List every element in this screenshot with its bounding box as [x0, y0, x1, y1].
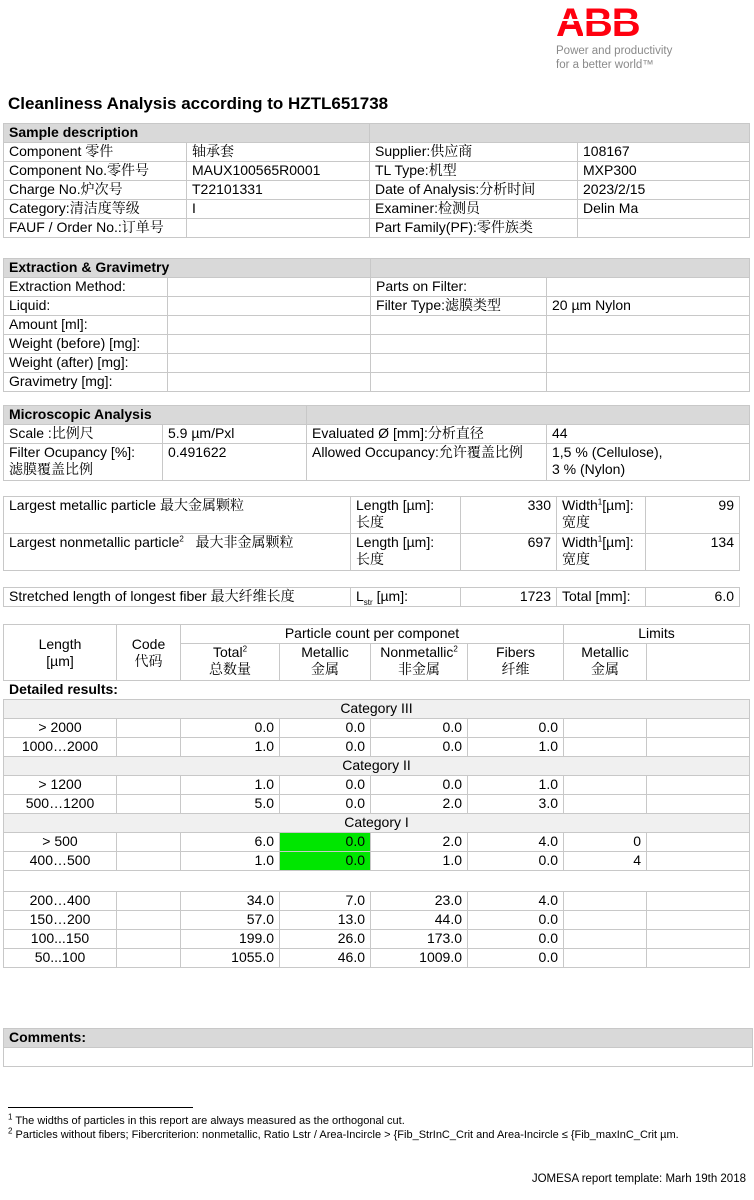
- scale-label: Scale :比例尺: [4, 425, 163, 444]
- total-cell: 34.0: [181, 892, 280, 911]
- col-fibers-cn: 纤维: [501, 661, 530, 677]
- total-label: Total [mm]:: [557, 588, 646, 607]
- tagline-line-1: Power and productivity: [556, 45, 673, 57]
- metallic-cell: 0.0: [280, 776, 371, 795]
- field-value: [168, 335, 371, 354]
- limit-extra-cell: [647, 949, 750, 968]
- limit-extra-cell: [647, 719, 750, 738]
- table-row: [4, 534, 740, 571]
- nonmetallic-cell: 0.0: [371, 738, 468, 757]
- length-cell: 1000…2000: [4, 738, 117, 757]
- length-cell: 400…500: [4, 852, 117, 871]
- field-value: 2023/2/15: [578, 181, 750, 200]
- allowed-occupancy-line-1: 1,5 % (Cellulose),: [552, 444, 663, 460]
- largest-nonmetallic-label: Largest nonmetallic particle$^2$ 最大非金属颗粒: [4, 534, 351, 571]
- nonmetallic-cell: 1.0: [371, 852, 468, 871]
- table-row: [4, 497, 740, 534]
- width-label-unit: [µm]:: [602, 497, 634, 513]
- col-nonmetallic-cn: 非金属: [398, 661, 440, 677]
- largest-particles-table: [3, 496, 740, 571]
- field-value: [547, 373, 750, 392]
- field-value: [168, 373, 371, 392]
- col-metallic-cn: 金属: [311, 661, 339, 677]
- limit-extra-cell: [647, 776, 750, 795]
- fibers-cell: 0.0: [468, 852, 564, 871]
- field-value: [168, 316, 371, 335]
- code-cell: [117, 776, 181, 795]
- table-row: [4, 738, 750, 757]
- lstr-unit: [µm]:: [372, 588, 408, 604]
- lstr-value: 1723: [461, 588, 557, 607]
- col-nonmetallic-text: Nonmetallic: [380, 644, 454, 660]
- lstr-label: [351, 588, 461, 607]
- nonmetallic-cell: 2.0: [371, 795, 468, 814]
- detailed-results-label: Detailed results:: [4, 681, 750, 700]
- fibers-cell: 3.0: [468, 795, 564, 814]
- largest-nonmetallic-cn: 最大非金属颗粒: [195, 534, 294, 550]
- table-row: [4, 949, 750, 968]
- field-label: Extraction Method:: [4, 278, 168, 297]
- total-cell: 0.0: [181, 719, 280, 738]
- report-title: Cleanliness Analysis according to HZTL651738: [8, 94, 389, 113]
- col-length-header: [4, 625, 117, 681]
- field-label: Component 零件: [4, 143, 187, 162]
- field-label: Part Family(PF):零件族类: [370, 219, 578, 238]
- lstr-letter: L: [356, 588, 364, 604]
- col-limit-metallic-text: Metallic: [581, 644, 629, 660]
- length-cell: > 1200: [4, 776, 117, 795]
- length-cell: 100...150: [4, 930, 117, 949]
- microscopic-header: Microscopic Analysis: [4, 406, 307, 425]
- length-cell: 150…200: [4, 911, 117, 930]
- limit-extra-cell: [647, 930, 750, 949]
- field-value: [547, 335, 750, 354]
- metallic-cell: 0.0: [280, 852, 371, 871]
- category-label: Category II: [4, 757, 750, 776]
- field-label: [371, 335, 547, 354]
- field-label: Parts on Filter:: [371, 278, 547, 297]
- fibers-cell: 0.0: [468, 719, 564, 738]
- total-cell: 1.0: [181, 738, 280, 757]
- comments-table: [3, 1028, 753, 1067]
- code-cell: [117, 719, 181, 738]
- table-row: [4, 588, 740, 607]
- table-row: [4, 162, 750, 181]
- field-label: Gravimetry [mg]:: [4, 373, 168, 392]
- limit-metallic-cell: [564, 795, 647, 814]
- col-limit-metallic-cn: 金属: [591, 661, 620, 677]
- col-total-header: Total$^2$ 总数量: [181, 644, 280, 681]
- template-note: JOMESA report template: Marh 19th 2018: [531, 1173, 746, 1185]
- field-label: Amount [ml]:: [4, 316, 168, 335]
- particle-count-table: [3, 624, 750, 968]
- width-label-cn: 宽度: [562, 551, 590, 567]
- col-length-unit: [µm]: [46, 652, 74, 669]
- abb-tagline: [556, 44, 672, 72]
- comments-header: Comments:: [4, 1029, 753, 1048]
- field-label: Date of Analysis:分析时间: [370, 181, 578, 200]
- tagline-line-2: for a better world™: [556, 59, 654, 71]
- col-total-text: Total: [212, 644, 243, 660]
- col-fibers-text: Fibers: [496, 644, 535, 660]
- field-label: [371, 316, 547, 335]
- col-metallic-header: [280, 644, 371, 681]
- nonmetallic-cell: 0.0: [371, 776, 468, 795]
- footnote-2-text: Particles without fibers; Fibercriterion: nonmetallic, Ratio Lstr / Area-Incircle > {Fib_StrInC_Crit and Area-Incircle ≤ {Fib_maxInC_Crit µm.: [15, 1129, 679, 1141]
- category-row: [4, 757, 750, 776]
- field-label: Examiner:检测员: [370, 200, 578, 219]
- code-cell: [117, 892, 181, 911]
- col-fibers-header: [468, 644, 564, 681]
- table-row: [4, 852, 750, 871]
- field-value: I: [187, 200, 370, 219]
- length-cell: 500…1200: [4, 795, 117, 814]
- length-label: [351, 497, 461, 534]
- metallic-cell: 26.0: [280, 930, 371, 949]
- comments-body: [4, 1048, 753, 1067]
- field-label: TL Type:机型: [370, 162, 578, 181]
- limit-metallic-cell: [564, 776, 647, 795]
- col-code-header: [117, 625, 181, 681]
- field-label: FAUF / Order No.:订单号: [4, 219, 187, 238]
- length-cell: > 500: [4, 833, 117, 852]
- filter-occupancy-label: [4, 444, 163, 481]
- length-cell: 200…400: [4, 892, 117, 911]
- code-cell: [117, 738, 181, 757]
- table-row: [4, 316, 750, 335]
- fibers-cell: 4.0: [468, 892, 564, 911]
- nonmetallic-cell: 44.0: [371, 911, 468, 930]
- width-label: Width$^1$[µm]: 宽度: [557, 497, 646, 534]
- nonmetallic-cell: 2.0: [371, 833, 468, 852]
- metallic-cell: 0.0: [280, 719, 371, 738]
- longest-fiber-label: Stretched length of longest fiber 最大纤维长度: [4, 588, 351, 607]
- limits-group-header: Limits: [564, 625, 750, 644]
- category-row: [4, 871, 750, 892]
- fibers-cell: 1.0: [468, 738, 564, 757]
- table-row: [4, 181, 750, 200]
- col-metallic-text: Metallic: [301, 644, 349, 660]
- field-value: [168, 354, 371, 373]
- total-cell: 5.0: [181, 795, 280, 814]
- fibers-cell: 0.0: [468, 911, 564, 930]
- field-value: [547, 316, 750, 335]
- scale-value: 5.9 µm/Pxl: [163, 425, 307, 444]
- field-value: [168, 297, 371, 316]
- field-value: [187, 219, 370, 238]
- extraction-header: Extraction & Gravimetry: [4, 259, 371, 278]
- footnote-2: $^2$ Particles without fibers; Fibercriterion: nonmetallic, Ratio Lstr / Area-Incircle > {Fib_StrInC_Crit and Area-Incircle ≤ {Fib_maxInC_Crit µm.: [8, 1126, 679, 1141]
- microscopic-analysis-table: [3, 405, 750, 481]
- field-label: Weight (before) [mg]:: [4, 335, 168, 354]
- col-total-cn: 总数量: [209, 661, 251, 677]
- limit-metallic-cell: [564, 738, 647, 757]
- particle-count-group-header: Particle count per componet: [181, 625, 564, 644]
- length-label-cn: 长度: [356, 514, 384, 530]
- col-code-cn: 代码: [134, 652, 163, 669]
- length-cell: > 2000: [4, 719, 117, 738]
- table-row: [4, 930, 750, 949]
- allowed-occupancy-line-2: 3 % (Nylon): [552, 461, 626, 477]
- table-row: [4, 297, 750, 316]
- width-label-unit: [µm]:: [602, 534, 634, 550]
- nonmetallic-length-value: 697: [461, 534, 557, 571]
- fibers-cell: 4.0: [468, 833, 564, 852]
- table-row: [4, 373, 750, 392]
- table-row: [4, 278, 750, 297]
- field-label: Supplier:供应商: [370, 143, 578, 162]
- total-cell: 1055.0: [181, 949, 280, 968]
- fibers-cell: 1.0: [468, 776, 564, 795]
- total-cell: 1.0: [181, 776, 280, 795]
- table-row: [4, 219, 750, 238]
- evaluated-diameter-value: 44: [547, 425, 750, 444]
- table-row: [4, 444, 750, 481]
- largest-nonmetallic-text: Largest nonmetallic particle: [9, 534, 180, 550]
- table-row: [4, 911, 750, 930]
- code-cell: [117, 795, 181, 814]
- limit-metallic-cell: [564, 949, 647, 968]
- limit-extra-cell: [647, 795, 750, 814]
- table-row: [4, 776, 750, 795]
- total-cell: 199.0: [181, 930, 280, 949]
- filter-occupancy-label-cn: 滤膜覆盖比例: [9, 461, 93, 477]
- table-row: [4, 425, 750, 444]
- limit-metallic-cell: [564, 911, 647, 930]
- sample-description-header: Sample description: [4, 124, 370, 143]
- field-value: [578, 219, 750, 238]
- total-cell: 1.0: [181, 852, 280, 871]
- field-value: 108167: [578, 143, 750, 162]
- allowed-occupancy-label: Allowed Occupancy:允许覆盖比例: [307, 444, 547, 481]
- nonmetallic-width-value: 134: [646, 534, 740, 571]
- limit-extra-cell: [647, 892, 750, 911]
- col-length-text: Length: [38, 635, 82, 652]
- total-cell: 57.0: [181, 911, 280, 930]
- metallic-cell: 0.0: [280, 833, 371, 852]
- table-row: [4, 354, 750, 373]
- total-cell: 6.0: [181, 833, 280, 852]
- limit-extra-cell: [647, 833, 750, 852]
- category-label: [4, 871, 750, 892]
- metallic-cell: 46.0: [280, 949, 371, 968]
- field-label: Weight (after) [mg]:: [4, 354, 168, 373]
- field-value: [547, 278, 750, 297]
- length-label-cn: 长度: [356, 551, 384, 567]
- field-label: Filter Type:滤膜类型: [371, 297, 547, 316]
- field-value: MAUX100565R0001: [187, 162, 370, 181]
- abb-logo-text: ABB: [556, 2, 640, 40]
- field-label: [371, 373, 547, 392]
- field-value: [168, 278, 371, 297]
- field-label: Component No.零件号: [4, 162, 187, 181]
- field-label: [371, 354, 547, 373]
- code-cell: [117, 930, 181, 949]
- col-nonmetallic-header: Nonmetallic$^2$ 非金属: [371, 644, 468, 681]
- length-label-text: Length [µm]:: [356, 497, 435, 513]
- evaluated-diameter-label: Evaluated Ø [mm]:分析直径: [307, 425, 547, 444]
- col-limit-metallic-header: [564, 644, 647, 681]
- length-cell: 50...100: [4, 949, 117, 968]
- metallic-length-value: 330: [461, 497, 557, 534]
- allowed-occupancy-value: [547, 444, 750, 481]
- metallic-width-value: 99: [646, 497, 740, 534]
- footnote-1-text: The widths of particles in this report are always measured as the orthogonal cut.: [15, 1115, 405, 1127]
- table-row: [4, 719, 750, 738]
- field-value: [547, 354, 750, 373]
- largest-metallic-label: Largest metallic particle 最大金属颗粒: [4, 497, 351, 534]
- table-row: [4, 200, 750, 219]
- metallic-cell: 7.0: [280, 892, 371, 911]
- code-cell: [117, 949, 181, 968]
- nonmetallic-cell: 23.0: [371, 892, 468, 911]
- nonmetallic-cell: 1009.0: [371, 949, 468, 968]
- width-label-text: Width: [562, 497, 598, 513]
- limit-metallic-cell: 4: [564, 852, 647, 871]
- footnote-divider: [8, 1107, 193, 1108]
- footnote-1: $^1$ The widths of particles in this report are always measured as the orthogonal cut.: [8, 1112, 405, 1127]
- code-cell: [117, 852, 181, 871]
- length-label-text: Length [µm]:: [356, 534, 435, 550]
- field-value: 轴承套: [187, 143, 370, 162]
- sample-description-table: [3, 123, 750, 238]
- limit-metallic-cell: [564, 719, 647, 738]
- width-label-text: Width: [562, 534, 598, 550]
- fibers-cell: 0.0: [468, 949, 564, 968]
- col-code-text: Code: [131, 635, 166, 652]
- filter-occupancy-label-line: Filter Ocupancy [%]:: [9, 444, 136, 460]
- lstr-subscript: str: [363, 597, 373, 607]
- limit-metallic-cell: [564, 892, 647, 911]
- width-label: Width$^1$[µm]: 宽度: [557, 534, 646, 571]
- field-value: Delin Ma: [578, 200, 750, 219]
- nonmetallic-cell: 0.0: [371, 719, 468, 738]
- extraction-gravimetry-table: [3, 258, 750, 392]
- limit-extra-cell: [647, 852, 750, 871]
- fibers-cell: 0.0: [468, 930, 564, 949]
- table-row: [4, 892, 750, 911]
- limit-extra-cell: [647, 738, 750, 757]
- table-row: [4, 143, 750, 162]
- code-cell: [117, 833, 181, 852]
- metallic-cell: 0.0: [280, 738, 371, 757]
- field-label: Liquid:: [4, 297, 168, 316]
- table-row: [4, 335, 750, 354]
- nonmetallic-cell: 173.0: [371, 930, 468, 949]
- field-label: Category:清洁度等级: [4, 200, 187, 219]
- metallic-cell: 0.0: [280, 795, 371, 814]
- metallic-cell: 13.0: [280, 911, 371, 930]
- field-value: MXP300: [578, 162, 750, 181]
- limit-metallic-cell: 0: [564, 833, 647, 852]
- limit-metallic-cell: [564, 930, 647, 949]
- width-label-cn: 宽度: [562, 514, 590, 530]
- length-label: [351, 534, 461, 571]
- table-row: [4, 795, 750, 814]
- abb-logo: [556, 2, 642, 40]
- category-label: Category III: [4, 700, 750, 719]
- longest-fiber-table: [3, 587, 740, 607]
- filter-occupancy-value: 0.491622: [163, 444, 307, 481]
- total-value: 6.0: [646, 588, 740, 607]
- code-cell: [117, 911, 181, 930]
- table-row: [4, 833, 750, 852]
- field-value: 20 µm Nylon: [547, 297, 750, 316]
- field-label: Charge No.炉次号: [4, 181, 187, 200]
- limit-extra-cell: [647, 911, 750, 930]
- field-value: T22101331: [187, 181, 370, 200]
- category-row: [4, 814, 750, 833]
- category-label: Category I: [4, 814, 750, 833]
- category-row: [4, 700, 750, 719]
